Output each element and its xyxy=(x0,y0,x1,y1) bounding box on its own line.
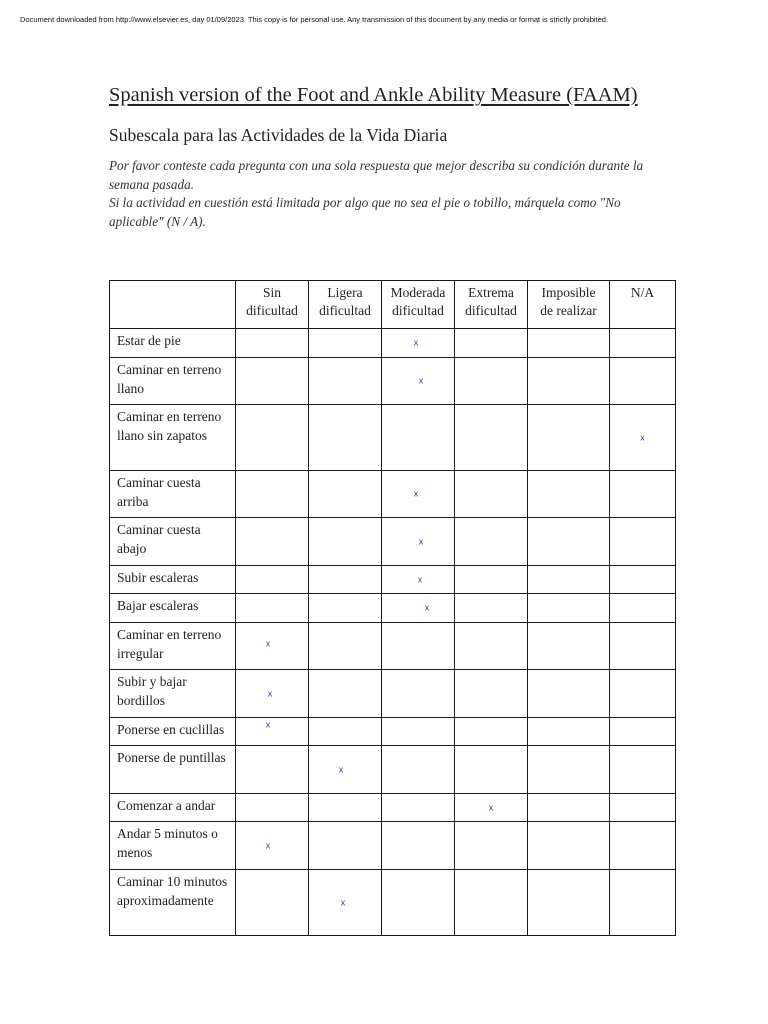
activity-label: Subir escaleras xyxy=(110,566,236,594)
response-cell-ligera-dificultad[interactable] xyxy=(309,822,382,870)
selected-mark: x xyxy=(488,802,494,812)
selected-mark: x xyxy=(417,574,423,584)
response-cell-ligera-dificultad[interactable] xyxy=(309,518,382,566)
response-cell-imposible-de-realizar[interactable] xyxy=(528,566,610,594)
response-cell-sin-dificultad[interactable] xyxy=(236,746,309,794)
response-cell-sin-dificultad[interactable] xyxy=(236,405,309,471)
response-cell-moderada-dificultad[interactable] xyxy=(382,794,455,822)
table-row xyxy=(110,794,676,822)
response-cell-moderada-dificultad[interactable] xyxy=(382,358,455,405)
response-cell-na[interactable] xyxy=(610,329,676,358)
response-cell-extrema-dificultad[interactable] xyxy=(455,746,528,794)
response-cell-imposible-de-realizar[interactable] xyxy=(528,518,610,566)
response-cell-imposible-de-realizar[interactable] xyxy=(528,718,610,746)
table-row xyxy=(110,594,676,623)
header-label: dificultad xyxy=(319,303,371,318)
response-cell-na[interactable] xyxy=(610,794,676,822)
header-na xyxy=(610,281,676,329)
table-row xyxy=(110,329,676,358)
activity-label: Caminar en terreno irregular xyxy=(110,623,236,670)
response-cell-ligera-dificultad[interactable] xyxy=(309,623,382,670)
response-cell-imposible-de-realizar[interactable] xyxy=(528,822,610,870)
activity-label: Andar 5 minutos o menos xyxy=(110,822,236,870)
response-cell-extrema-dificultad[interactable] xyxy=(455,329,528,358)
subscale-title: Subescala para las Actividades de la Vida Diaria xyxy=(109,125,448,145)
response-cell-extrema-dificultad[interactable] xyxy=(455,623,528,670)
response-cell-moderada-dificultad[interactable] xyxy=(382,670,455,718)
selected-mark: x xyxy=(267,688,273,698)
selected-mark: x xyxy=(340,897,346,907)
response-cell-extrema-dificultad[interactable] xyxy=(455,870,528,936)
response-cell-imposible-de-realizar[interactable] xyxy=(528,623,610,670)
selected-mark: x xyxy=(640,432,645,442)
response-cell-sin-dificultad[interactable] xyxy=(236,358,309,405)
response-cell-sin-dificultad[interactable] xyxy=(236,566,309,594)
response-cell-moderada-dificultad[interactable] xyxy=(382,471,455,518)
header-label: dificultad xyxy=(246,303,298,318)
response-cell-ligera-dificultad[interactable] xyxy=(309,794,382,822)
response-cell-moderada-dificultad[interactable] xyxy=(382,623,455,670)
response-cell-extrema-dificultad[interactable] xyxy=(455,594,528,623)
table-row xyxy=(110,718,676,746)
response-cell-extrema-dificultad[interactable] xyxy=(455,822,528,870)
response-cell-na[interactable] xyxy=(610,594,676,623)
response-cell-moderada-dificultad[interactable] xyxy=(382,718,455,746)
response-cell-ligera-dificultad[interactable] xyxy=(309,329,382,358)
activity-label: Ponerse en cuclillas xyxy=(110,718,236,746)
activity-label: Bajar escaleras xyxy=(110,594,236,623)
header-label: de realizar xyxy=(540,303,597,318)
table-row xyxy=(110,405,676,471)
activity-label: Subir y bajar bordillos xyxy=(110,670,236,718)
header-label: Moderada xyxy=(390,285,446,300)
response-cell-ligera-dificultad[interactable] xyxy=(309,718,382,746)
selected-mark: x xyxy=(338,764,344,774)
response-cell-na[interactable] xyxy=(610,358,676,405)
selected-mark: x xyxy=(265,638,271,649)
activity-label: Ponerse de puntillas xyxy=(110,746,236,794)
document-title: Spanish version of the Foot and Ankle Ability Measure (FAAM) xyxy=(109,84,638,106)
selected-mark: x xyxy=(418,375,424,386)
selected-mark: x xyxy=(265,719,271,729)
instruction-line-1: Por favor conteste cada pregunta con una sola respuesta que mejor describa su condición durante la semana pasada. xyxy=(109,158,644,192)
header-imposible-de-realizar xyxy=(528,281,610,329)
header-label: Ligera xyxy=(327,285,363,300)
header-ligera-dificultad xyxy=(309,281,382,329)
response-cell-moderada-dificultad[interactable] xyxy=(382,870,455,936)
response-cell-sin-dificultad[interactable] xyxy=(236,329,309,358)
table-row xyxy=(110,566,676,594)
header-activity xyxy=(110,281,236,329)
response-cell-imposible-de-realizar[interactable] xyxy=(528,471,610,518)
response-cell-na[interactable] xyxy=(610,822,676,870)
download-notice: Document downloaded from http://www.elsevier.es, day 01/09/2023. This copy is for personal use. Any transmission of this document by any media or format is strictly prohibited. xyxy=(20,15,609,24)
response-cell-na[interactable] xyxy=(610,870,676,936)
response-cell-sin-dificultad[interactable] xyxy=(236,623,309,670)
response-cell-extrema-dificultad[interactable] xyxy=(455,358,528,405)
header-label: Imposible xyxy=(541,285,596,300)
activity-label: Caminar en terreno llano xyxy=(110,358,236,405)
instructions xyxy=(109,157,649,231)
table-row xyxy=(110,623,676,670)
response-cell-sin-dificultad[interactable] xyxy=(236,594,309,623)
response-cell-sin-dificultad[interactable] xyxy=(236,794,309,822)
header-label: dificultad xyxy=(392,303,444,318)
response-cell-imposible-de-realizar[interactable] xyxy=(528,794,610,822)
response-cell-na[interactable] xyxy=(610,566,676,594)
table-row xyxy=(110,518,676,566)
header-label: Extrema xyxy=(468,285,514,300)
response-cell-moderada-dificultad[interactable] xyxy=(382,822,455,870)
faam-response-table xyxy=(109,280,676,936)
response-cell-imposible-de-realizar[interactable] xyxy=(528,329,610,358)
response-cell-na[interactable] xyxy=(610,518,676,566)
response-cell-ligera-dificultad[interactable] xyxy=(309,405,382,471)
response-cell-ligera-dificultad[interactable] xyxy=(309,358,382,405)
activity-label: Comenzar a andar xyxy=(110,794,236,822)
header-label: N/A xyxy=(630,285,655,300)
selected-mark: x xyxy=(265,840,271,850)
activity-label: Caminar 10 minutos aproximadamente xyxy=(110,870,236,936)
response-cell-extrema-dificultad[interactable] xyxy=(455,518,528,566)
response-cell-sin-dificultad[interactable] xyxy=(236,471,309,518)
table-row xyxy=(110,670,676,718)
response-cell-moderada-dificultad[interactable] xyxy=(382,329,455,358)
response-cell-extrema-dificultad[interactable] xyxy=(455,670,528,718)
table-row xyxy=(110,746,676,794)
response-cell-ligera-dificultad[interactable] xyxy=(309,566,382,594)
activity-label: Caminar cuesta abajo xyxy=(110,518,236,566)
response-cell-imposible-de-realizar[interactable] xyxy=(528,670,610,718)
response-cell-extrema-dificultad[interactable] xyxy=(455,566,528,594)
response-cell-moderada-dificultad[interactable] xyxy=(382,518,455,566)
response-cell-ligera-dificultad[interactable] xyxy=(309,594,382,623)
response-cell-extrema-dificultad[interactable] xyxy=(455,794,528,822)
header-extrema-dificultad xyxy=(455,281,528,329)
header-moderada-dificultad xyxy=(382,281,455,329)
response-cell-sin-dificultad[interactable] xyxy=(236,870,309,936)
response-cell-sin-dificultad[interactable] xyxy=(236,822,309,870)
header-label: dificultad xyxy=(465,303,517,318)
response-cell-moderada-dificultad[interactable] xyxy=(382,405,455,471)
response-cell-moderada-dificultad[interactable] xyxy=(382,566,455,594)
table-row xyxy=(110,822,676,870)
response-cell-ligera-dificultad[interactable] xyxy=(309,870,382,936)
header-sin-dificultad xyxy=(236,281,309,329)
response-cell-imposible-de-realizar[interactable] xyxy=(528,870,610,936)
instruction-line-2: Si la actividad en cuestión está limitada por algo que no sea el pie o tobillo, márquela como "No aplicable" (N / A). xyxy=(109,195,621,229)
response-cell-sin-dificultad[interactable] xyxy=(236,518,309,566)
response-cell-sin-dificultad[interactable] xyxy=(236,670,309,718)
activity-label: Caminar en terreno llano sin zapatos xyxy=(110,405,236,471)
table-body xyxy=(110,329,676,936)
response-cell-imposible-de-realizar[interactable] xyxy=(528,358,610,405)
response-cell-extrema-dificultad[interactable] xyxy=(455,405,528,471)
response-cell-na[interactable] xyxy=(610,623,676,670)
selected-mark: x xyxy=(418,536,424,546)
activity-label: Caminar cuesta arriba xyxy=(110,471,236,518)
selected-mark: x xyxy=(413,488,419,499)
response-cell-sin-dificultad[interactable] xyxy=(236,718,309,746)
response-cell-ligera-dificultad[interactable] xyxy=(309,471,382,518)
table-row xyxy=(110,870,676,936)
selected-mark: x xyxy=(424,602,430,613)
response-cell-imposible-de-realizar[interactable] xyxy=(528,594,610,623)
selected-mark: x xyxy=(413,337,419,348)
response-cell-imposible-de-realizar[interactable] xyxy=(528,405,610,471)
response-cell-ligera-dificultad[interactable] xyxy=(309,670,382,718)
table-header-row xyxy=(110,281,676,329)
response-cell-extrema-dificultad[interactable] xyxy=(455,718,528,746)
response-cell-ligera-dificultad[interactable] xyxy=(309,746,382,794)
response-cell-moderada-dificultad[interactable] xyxy=(382,594,455,623)
header-label: Sin xyxy=(262,285,281,300)
response-cell-na[interactable] xyxy=(610,670,676,718)
response-cell-moderada-dificultad[interactable] xyxy=(382,746,455,794)
response-cell-na[interactable] xyxy=(610,718,676,746)
response-cell-imposible-de-realizar[interactable] xyxy=(528,746,610,794)
table-row xyxy=(110,358,676,405)
response-cell-extrema-dificultad[interactable] xyxy=(455,471,528,518)
response-cell-na[interactable] xyxy=(610,746,676,794)
response-cell-na[interactable] xyxy=(610,471,676,518)
activity-label: Estar de pie xyxy=(110,329,236,358)
response-cell-na[interactable] xyxy=(610,405,676,471)
table-row xyxy=(110,471,676,518)
